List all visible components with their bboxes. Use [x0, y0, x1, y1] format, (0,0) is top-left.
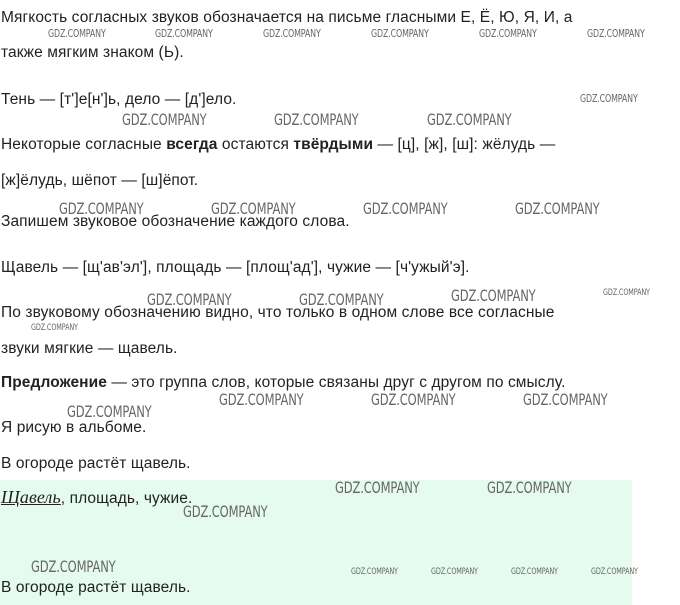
- hard-consonants-line-1: Некоторые согласные всегда остаются твёрдыми — [ц], [ж], [ш]: жёлудь —: [1, 136, 556, 153]
- bold-always: всегда: [166, 136, 218, 153]
- watermark: GDZ.COMPANY: [211, 199, 296, 218]
- watermark: GDZ.COMPANY: [155, 27, 213, 40]
- watermark: GDZ.COMPANY: [371, 390, 456, 409]
- watermark: GDZ.COMPANY: [59, 199, 144, 218]
- watermark: GDZ.COMPANY: [603, 288, 650, 298]
- watermark: GDZ.COMPANY: [523, 390, 608, 409]
- conclusion-line-1: По звуковому обозначению видно, что только в одном слове все согласные: [1, 304, 555, 321]
- handwritten-word: Щавель: [1, 487, 61, 507]
- watermark: GDZ.COMPANY: [147, 290, 232, 309]
- watermark: GDZ.COMPANY: [335, 478, 420, 497]
- example-sentence-2: В огороде растёт щавель.: [1, 455, 191, 472]
- example-sentence-1: Я рисую в альбоме.: [1, 419, 147, 436]
- rule-text-line-1: Мягкость согласных звуков обозначается на письме гласными Е, Ё, Ю, Я, И, а: [1, 9, 573, 26]
- watermark: GDZ.COMPANY: [363, 199, 448, 218]
- rule-text-line-2: также мягким знаком (Ь).: [1, 44, 184, 61]
- watermark: GDZ.COMPANY: [48, 27, 106, 40]
- watermark: GDZ.COMPANY: [427, 110, 512, 129]
- watermark: GDZ.COMPANY: [431, 567, 478, 577]
- answer-sentence: В огороде растёт щавель.: [1, 579, 191, 596]
- watermark: GDZ.COMPANY: [515, 199, 600, 218]
- watermark: GDZ.COMPANY: [487, 478, 572, 497]
- watermark: GDZ.COMPANY: [274, 110, 359, 129]
- watermark: GDZ.COMPANY: [263, 27, 321, 40]
- task-instruction: Запишем звуковое обозначение каждого слова.: [1, 213, 350, 230]
- example-ten-delo: Тень — [т']е[н']ь, дело — [д']ело.: [1, 91, 237, 108]
- watermark: GDZ.COMPANY: [587, 27, 645, 40]
- term-sentence: Предложение: [1, 374, 107, 391]
- watermark: GDZ.COMPANY: [183, 502, 268, 521]
- watermark: GDZ.COMPANY: [31, 557, 116, 576]
- watermark: GDZ.COMPANY: [591, 567, 638, 577]
- hard-consonants-line-2: [ж]ёлудь, шёпот — [ш]ёпот.: [1, 172, 199, 189]
- phonetic-transcription: Щавель — [щ'ав'эл'], площадь — [площ'ад'], чужие — [ч'ужый'э].: [1, 259, 470, 276]
- watermark: GDZ.COMPANY: [580, 92, 638, 105]
- watermark: GDZ.COMPANY: [371, 27, 429, 40]
- watermark: GDZ.COMPANY: [511, 567, 558, 577]
- watermark: GDZ.COMPANY: [31, 323, 78, 333]
- sentence-definition: Предложение — это группа слов, которые связаны друг с другом по смыслу.: [1, 374, 566, 391]
- watermark: GDZ.COMPANY: [122, 110, 207, 129]
- conclusion-line-2: звуки мягкие — щавель.: [1, 340, 178, 357]
- watermark: GDZ.COMPANY: [67, 402, 152, 421]
- answer-words: Щавель, площадь, чужие.: [1, 487, 193, 507]
- watermark: GDZ.COMPANY: [299, 290, 384, 309]
- bold-hard: твёрдыми: [293, 136, 374, 153]
- watermark: GDZ.COMPANY: [351, 567, 398, 577]
- watermark: GDZ.COMPANY: [451, 286, 536, 305]
- watermark: GDZ.COMPANY: [479, 27, 537, 40]
- watermark: GDZ.COMPANY: [219, 390, 304, 409]
